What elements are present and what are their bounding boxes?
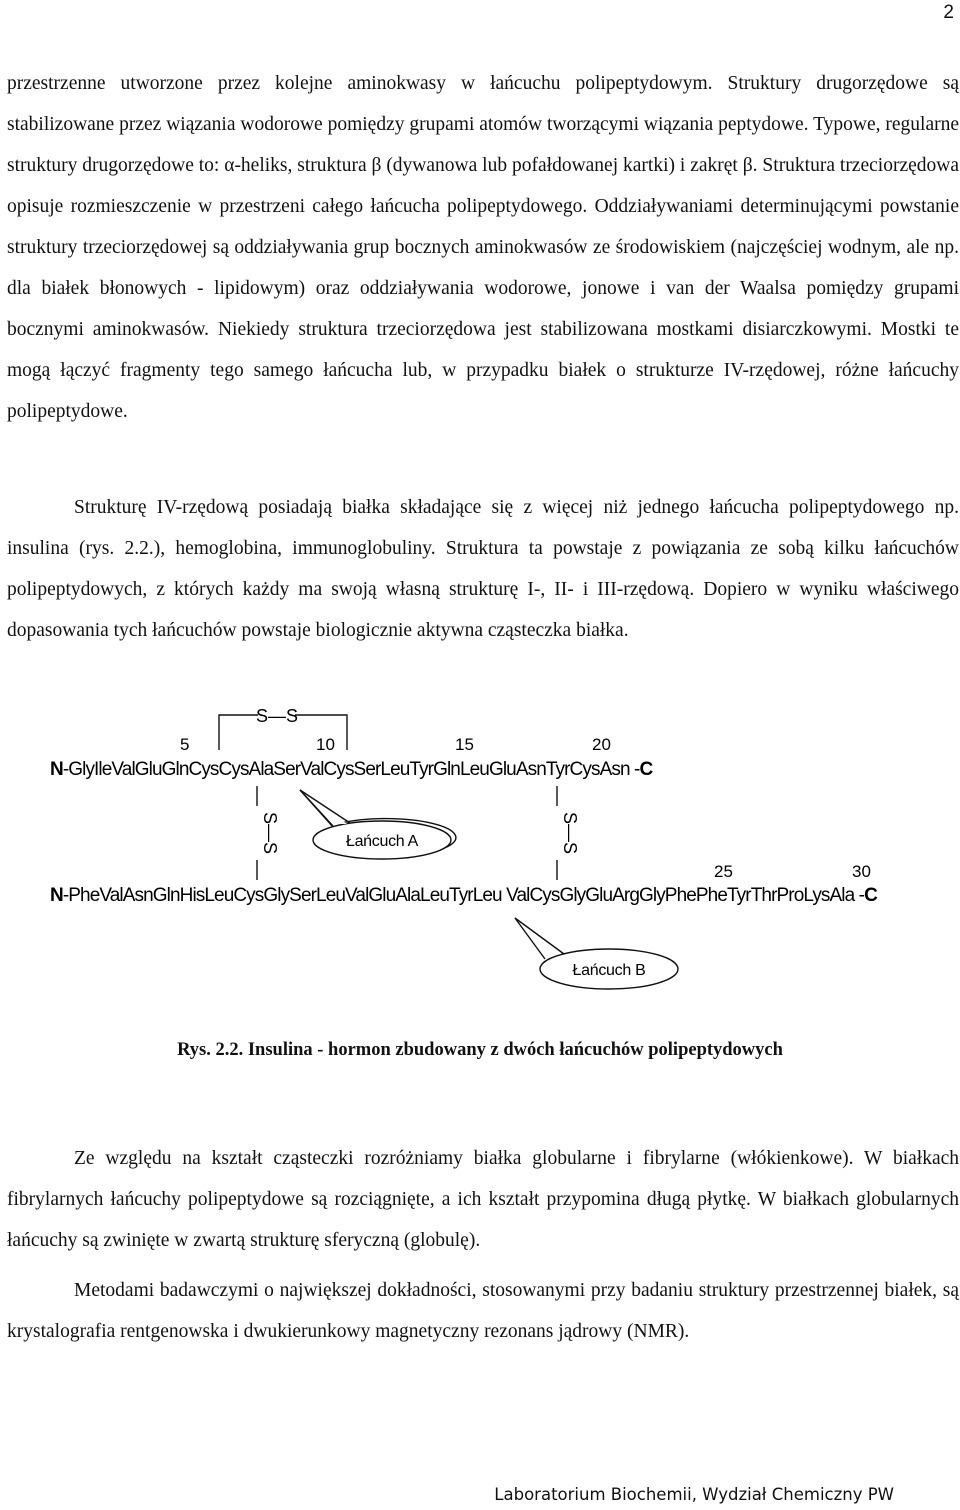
chain-b-position-30: 30 <box>852 862 871 881</box>
figure-caption: Rys. 2.2. Insulina - hormon zbudowany z dwóch łańcuchów polipeptydowych <box>177 1040 783 1060</box>
chain-b-c-terminus: C <box>864 885 877 906</box>
paragraph-research-methods <box>7 1270 959 1352</box>
disulfide-vertical-right <box>560 812 580 854</box>
chain-b-residues: -PheValAsnGlnHisLeuCysGlySerLeuValGluAlaLeuTyrLeu ValCysGlyGluArgGlyPhePheTyrThrProLysAla <box>62 885 855 906</box>
chain-a-position-15: 15 <box>455 735 474 754</box>
chain-a-n-terminus: N <box>50 759 63 780</box>
paragraph-text: Ze względu na kształt cząsteczki rozróżniamy białka globularne i fibrylarne (włókienkowe). W białkach fibrylarnych łańcuchy polipeptydowe są rozciągnięte, a ich kształt przypomina długą płytkę. W białkach globularnych łańcuchy są zwinięte w zwartą strukturę sferyczną (globulę). <box>7 1148 959 1251</box>
paragraph-text: Metodami badawczymi o największej dokładności, stosowanymi przy badaniu struktury przestrzennej białek, są krystalografia rentgenowska i dwukierunkowy magnetyczny rezonans jądrowy (NMR). <box>7 1280 959 1342</box>
chain-a-callout <box>300 790 456 859</box>
page-number: 2 <box>943 2 954 23</box>
svg-text:S—S: S—S <box>260 811 280 855</box>
chain-b-n-terminus: N <box>50 885 63 906</box>
paragraph-globular-fibrillar <box>7 1138 959 1261</box>
chain-a-residues: -GlyIleValGluGlnCysCysAlaSerValCysSerLeuTyrGlnLeuGluAsnTyrCysAsn <box>62 759 630 780</box>
paragraph-text: przestrzenne utworzone przez kolejne aminokwasy w łańcuchu polipeptydowym. Struktury drugorzędowe są stabilizowane przez wiązania wodorowe pomiędzy grupami atomów tworzącymi wiązania peptydowe. Typowe, regularne struktury drugorzędowe to: α-heliks, struktura β (dywanowa lub pofałdowanej kartki) i zakręt β. Struktura trzeciorzędowa opisuje rozmieszczenie w przestrzeni całego łańcucha polipeptydowego. Oddziaływaniami determinującymi powstanie struktury trzeciorzędowej są oddziaływania grup bocznych aminokwasów ze środowiskiem (najczęściej wodnym, ale np. dla białek błonowych - lipidowym) oraz oddziaływania wodorowe, jonowe i van der Waalsa pomiędzy grupami bocznymi aminokwasów. Niekiedy struktura trzeciorzędowa jest stabilizowana mostkami disiarczkowymi. Mostki te mogą łączyć fragmenty tego samego łańcucha lub, w przypadku białek o strukturze IV-rzędowej, różne łańcuchy polipeptydowe. <box>7 73 959 422</box>
chain-a-sequence: N-GlyIleValGluGlnCysCysAlaSerValCysSerLeuTyrGlnLeuGluAsnTyrCysAsn -C <box>50 759 653 780</box>
chain-b-callout-label: Łańcuch B <box>572 962 646 979</box>
paragraph-quaternary-structure <box>7 487 959 651</box>
chain-b-callout <box>515 918 678 989</box>
chain-a-position-20: 20 <box>592 735 611 754</box>
page-footer: Laboratorium Biochemii, Wydział Chemiczny PW <box>494 1485 894 1504</box>
chain-a-c-terminus: C <box>639 759 653 780</box>
disulfide-vertical-left <box>260 812 280 854</box>
paragraph-text: Strukturę IV-rzędową posiadają białka składające się z więcej niż jednego łańcucha polipeptydowego np. insulina (rys. 2.2.), hemoglobina, immunoglobuliny. Struktura ta powstaje z powiązania ze sobą kilku łańcuchów polipeptydowych, z których każdy ma swoją własną strukturę I-, II- i III-rzędową. Dopiero w wyniku właściwego dopasowania tych łańcuchów powstaje biologicznie aktywna cząsteczka białka. <box>7 497 959 641</box>
svg-text:S—S: S—S <box>560 811 580 855</box>
disulfide-label-top: S—S <box>255 706 299 726</box>
insulin-structure-figure <box>0 700 960 1030</box>
paragraph-secondary-tertiary-structure <box>7 63 959 432</box>
chain-a-callout-label: Łańcuch A <box>345 833 419 850</box>
chain-b-sequence: N-PheValAsnGlnHisLeuCysGlySerLeuValGluAlaLeuTyrLeu ValCysGlyGluArgGlyPhePheTyrThrProLysAla -C <box>50 885 877 906</box>
chain-b-position-25: 25 <box>714 862 733 881</box>
chain-a-position-10: 10 <box>316 735 335 754</box>
chain-a-position-5: 5 <box>180 735 190 754</box>
